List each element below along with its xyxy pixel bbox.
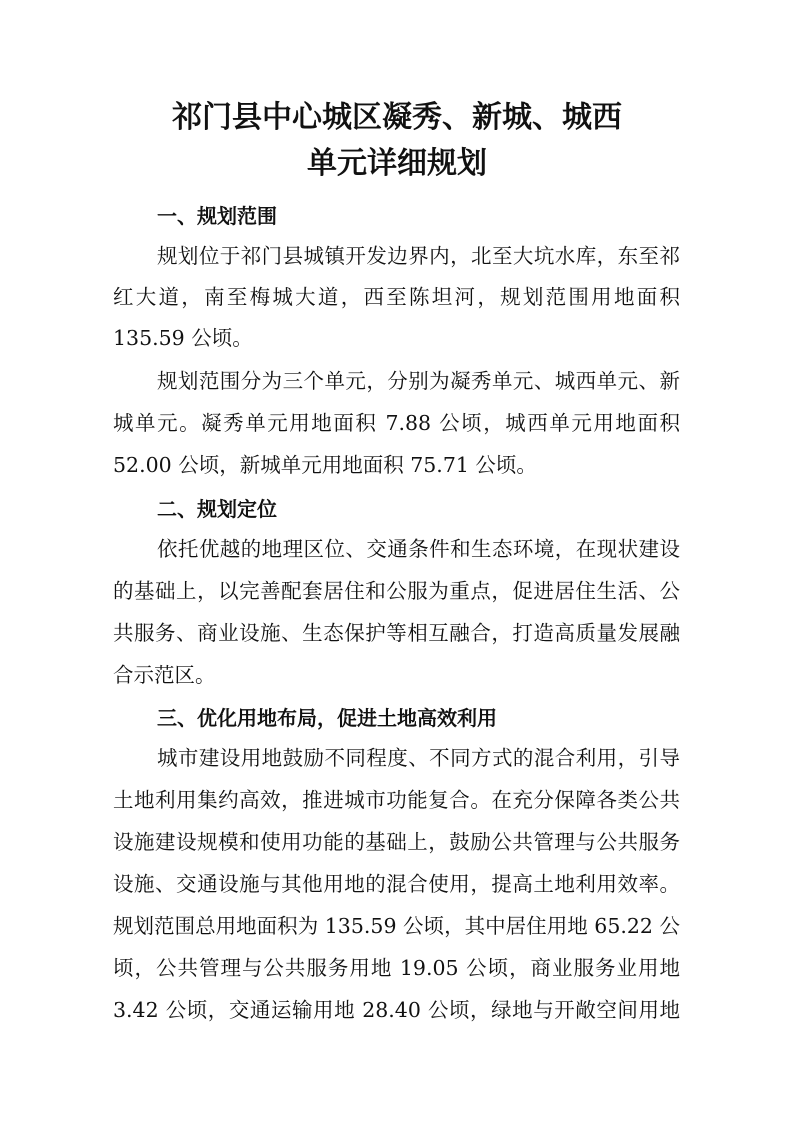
section-heading-planning-scope: 一、规划范围 bbox=[157, 204, 277, 228]
paragraph-line: 土地利用集约高效，推进城市功能复合。在充分保障各类公共 bbox=[113, 788, 680, 812]
paragraph-line: 城市建设用地鼓励不同程度、不同方式的混合利用，引导 bbox=[157, 746, 680, 770]
paragraph-line: 合示范区。 bbox=[113, 663, 216, 687]
paragraph-line: 52.00 公顷，新城单元用地面积 75.71 公顷。 bbox=[113, 453, 537, 477]
paragraph-line: 共服务、商业设施、生态保护等相互融合，打造高质量发展融 bbox=[113, 621, 680, 645]
paragraph-line: 顷，公共管理与公共服务用地 19.05 公顷，商业服务业用地 bbox=[113, 956, 680, 980]
paragraph-line: 设施建设规模和使用功能的基础上，鼓励公共管理与公共服务 bbox=[113, 830, 680, 854]
paragraph-line: 规划范围总用地面积为 135.59 公顷，其中居住用地 65.22 公 bbox=[113, 914, 680, 938]
paragraph-line: 的基础上，以完善配套居住和公服为重点，促进居住生活、公 bbox=[113, 579, 680, 603]
document-title-line-2: 单元详细规划 bbox=[307, 146, 487, 181]
paragraph-line: 3.42 公顷，交通运输用地 28.40 公顷，绿地与开敞空间用地 bbox=[113, 998, 680, 1022]
paragraph-line: 城单元。凝秀单元用地面积 7.88 公顷，城西单元用地面积 bbox=[113, 411, 680, 435]
section-heading-planning-positioning: 二、规划定位 bbox=[157, 497, 277, 521]
paragraph-line: 依托优越的地理区位、交通条件和生态环境，在现状建设 bbox=[157, 537, 680, 561]
paragraph-line: 红大道，南至梅城大道，西至陈坦河，规划范围用地面积 bbox=[113, 285, 680, 309]
paragraph-line: 规划位于祁门县城镇开发边界内，北至大坑水库，东至祁 bbox=[157, 244, 680, 268]
paragraph-line: 设施、交通设施与其他用地的混合使用，提高土地利用效率。 bbox=[113, 872, 680, 896]
document-title-line-1: 祁门县中心城区凝秀、新城、城西 bbox=[172, 100, 622, 135]
paragraph-line: 135.59 公顷。 bbox=[113, 326, 253, 350]
section-heading-land-layout: 三、优化用地布局，促进土地高效利用 bbox=[157, 706, 497, 730]
paragraph-line: 规划范围分为三个单元，分别为凝秀单元、城西单元、新 bbox=[157, 369, 680, 393]
